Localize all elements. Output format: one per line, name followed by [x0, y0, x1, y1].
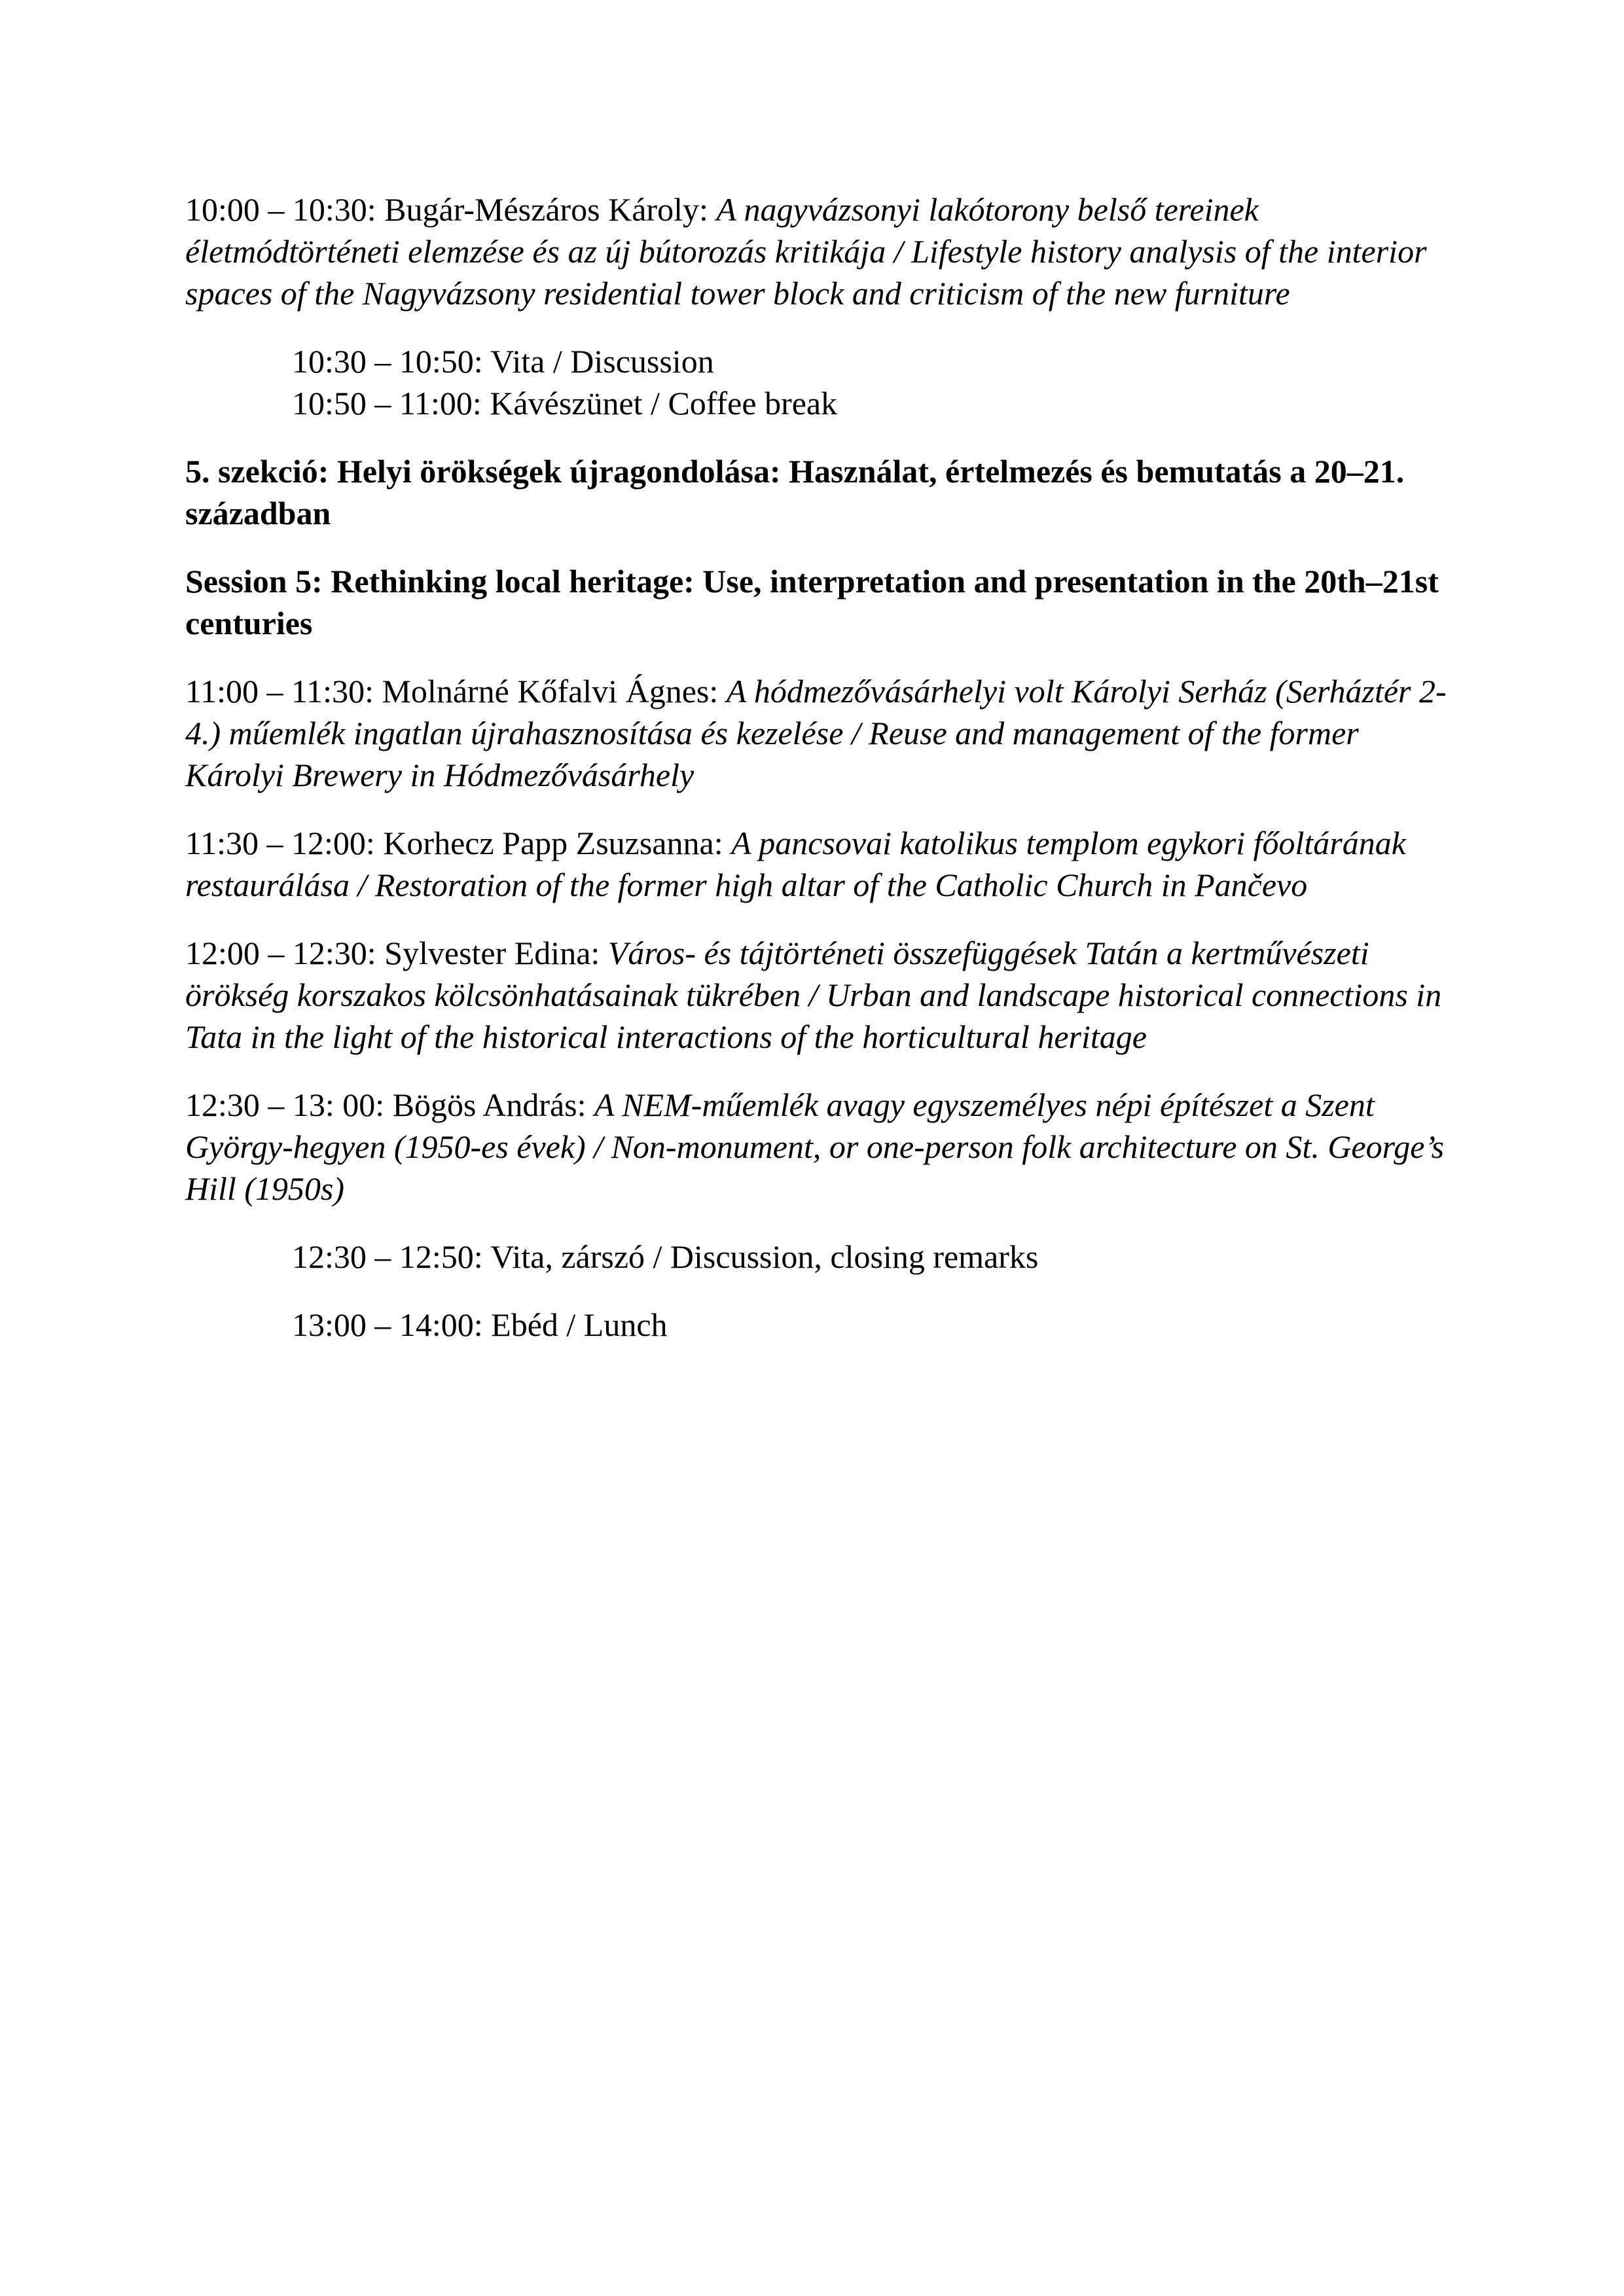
- schedule-subentry-1300-lunch: [292, 1304, 1454, 1346]
- schedule-entry-1000: [185, 188, 1454, 314]
- text-run-normal: 12:30 – 12:50: Vita, zárszó / Discussion, closing remarks: [292, 1238, 1039, 1275]
- schedule-subentry-1030: [292, 340, 1454, 382]
- schedule-subentry-1230-discussion: [292, 1236, 1454, 1278]
- text-run-italic: A NEM-műemlék avagy egyszemélyes népi építészet a Szent György-hegyen (1950-es évek) / Non-monument, or one-person folk architecture on St. George’s Hill (1950s): [185, 1086, 1445, 1207]
- document-body: [185, 188, 1454, 1372]
- text-run-bold: 5. szekció: Helyi örökségek újragondolása: Használat, értelmezés és bemutatás a 20–21. században: [185, 453, 1405, 531]
- text-run-normal: 10:50 – 11:00: Kávészünet / Coffee break: [292, 385, 838, 422]
- section-heading-en: [185, 560, 1454, 644]
- text-run-normal: 11:30 – 12:00: Korhecz Papp Zsuzsanna:: [185, 825, 732, 861]
- schedule-subentry-1050: [292, 382, 1454, 424]
- text-run-normal: 12:00 – 12:30: Sylvester Edina:: [185, 935, 608, 971]
- text-run-italic: A nagyvázsonyi lakótorony belső tereinek életmódtörténeti elemzése és az új bútorozás kritikája / Lifestyle history analysis of the interior spaces of the Nagyvázsony residential tower block and criticism of the new furniture: [185, 191, 1427, 312]
- schedule-entry-1100: [185, 670, 1454, 796]
- text-run-italic: A pancsovai katolikus templom egykori főoltárának restaurálása / Restoration of the former high altar of the Catholic Church in Pančevo: [185, 825, 1406, 903]
- text-run-normal: 13:00 – 14:00: Ebéd / Lunch: [292, 1306, 668, 1343]
- schedule-entry-1200: [185, 932, 1454, 1058]
- text-run-normal: 10:30 – 10:50: Vita / Discussion: [292, 343, 714, 380]
- text-run-italic: Város- és tájtörténeti összefüggések Tatán a kertművészeti örökség korszakos kölcsönhatásainak tükrében / Urban and landscape historical connections in Tata in the light of the historical interactions of the horticultural heritage: [185, 935, 1442, 1055]
- text-run-normal: 12:30 – 13: 00: Bögös András:: [185, 1086, 595, 1123]
- text-run-normal: 10:00 – 10:30: Bugár-Mészáros Károly:: [185, 191, 717, 228]
- text-run-bold: Session 5: Rethinking local heritage: Use, interpretation and presentation in the 20th–21st centuries: [185, 563, 1439, 641]
- text-run-normal: 11:00 – 11:30: Molnárné Kőfalvi Ágnes:: [185, 673, 727, 709]
- text-run-italic: A hódmezővásárhelyi volt Károlyi Serház (Serháztér 2-4.) műemlék ingatlan újrahasznosítása és kezelése / Reuse and management of the former Károlyi Brewery in Hódmezővásárhely: [185, 673, 1447, 793]
- schedule-entry-1130: [185, 822, 1454, 906]
- section-heading-hu: [185, 450, 1454, 534]
- schedule-entry-1230: [185, 1084, 1454, 1210]
